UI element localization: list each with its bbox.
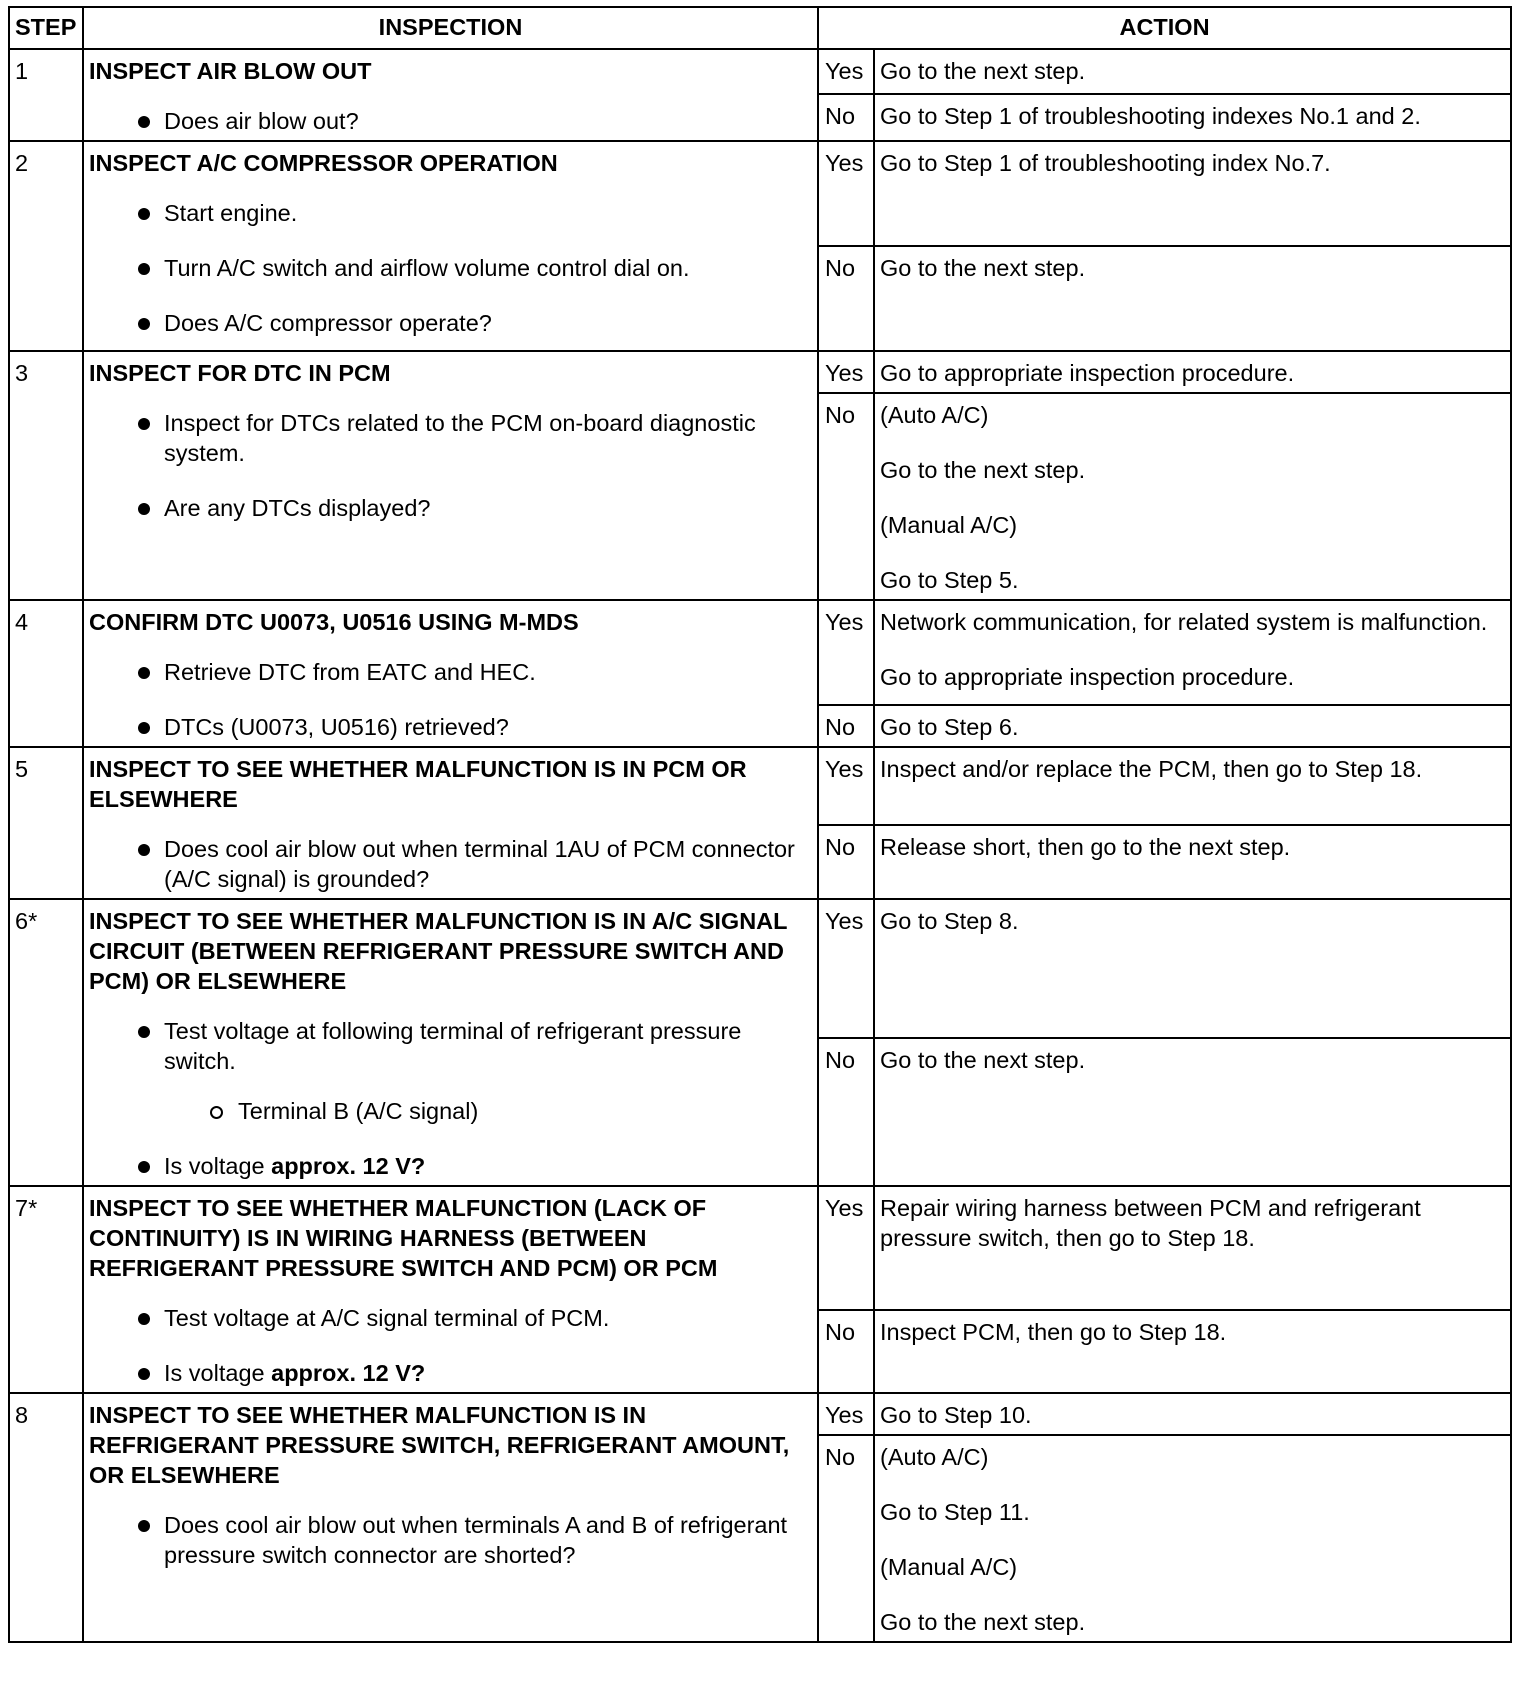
bullet-list bbox=[89, 1016, 812, 1181]
action-column-header: ACTION bbox=[818, 7, 1511, 49]
action-text: Inspect PCM, then go to Step 18. bbox=[880, 1319, 1227, 1345]
no-action bbox=[874, 1435, 1511, 1642]
step-column-header: STEP bbox=[9, 7, 83, 49]
sub-bullet-list bbox=[164, 1096, 812, 1126]
voltage-question: Is voltage bbox=[164, 1360, 272, 1386]
action-text: Go to appropriate inspection procedure. bbox=[880, 664, 1295, 690]
table-row bbox=[9, 141, 1511, 246]
table-row bbox=[9, 747, 1511, 825]
no-action bbox=[874, 705, 1511, 747]
action-text: Inspect and/or replace the PCM, then go to Step 18. bbox=[880, 756, 1423, 782]
voltage-value: approx. 12 V? bbox=[271, 1360, 426, 1386]
table-header-row bbox=[9, 7, 1511, 49]
step-number: 2 bbox=[9, 141, 83, 351]
action-text: (Manual A/C) bbox=[880, 512, 1018, 538]
table-row bbox=[9, 351, 1511, 393]
bullet-item bbox=[164, 1016, 812, 1126]
yes-label: Yes bbox=[818, 1186, 874, 1310]
bullet-item: Does cool air blow out when terminal 1AU of PCM connector (A/C signal) is grounded? bbox=[164, 834, 812, 894]
action-text: Go to Step 11. bbox=[880, 1499, 1030, 1525]
inspection-title: CONFIRM DTC U0073, U0516 USING M-MDS bbox=[89, 609, 579, 635]
inspection-title: INSPECT TO SEE WHETHER MALFUNCTION IS IN REFRIGERANT PRESSURE SWITCH, REFRIGERANT AMOUNT, OR ELSEWHERE bbox=[89, 1402, 790, 1488]
yes-label: Yes bbox=[818, 747, 874, 825]
inspection-title: INSPECT A/C COMPRESSOR OPERATION bbox=[89, 150, 558, 176]
bullet-list bbox=[89, 1510, 812, 1570]
bullet-item: Are any DTCs displayed? bbox=[164, 493, 812, 523]
troubleshooting-document bbox=[8, 6, 1512, 1643]
action-text: (Auto A/C) bbox=[880, 1444, 989, 1470]
bullet-list bbox=[89, 657, 812, 742]
yes-action bbox=[874, 600, 1511, 705]
table-row bbox=[9, 899, 1511, 1038]
yes-action bbox=[874, 351, 1511, 393]
action-text: Network communication, for related system is malfunction. bbox=[880, 609, 1488, 635]
bullet-item: Does A/C compressor operate? bbox=[164, 308, 812, 338]
inspection-title: INSPECT TO SEE WHETHER MALFUNCTION IS IN A/C SIGNAL CIRCUIT (BETWEEN REFRIGERANT PRESSURE SWITCH AND PCM) OR ELSEWHERE bbox=[89, 908, 788, 994]
yes-label: Yes bbox=[818, 351, 874, 393]
yes-action bbox=[874, 1186, 1511, 1310]
bullet-item: Inspect for DTCs related to the PCM on-board diagnostic system. bbox=[164, 408, 812, 468]
yes-label: Yes bbox=[818, 899, 874, 1038]
yes-action bbox=[874, 747, 1511, 825]
no-label: No bbox=[818, 1310, 874, 1393]
action-text: (Manual A/C) bbox=[880, 1554, 1018, 1580]
bullet-item: Test voltage at A/C signal terminal of PCM. bbox=[164, 1303, 812, 1333]
action-text: Go to the next step. bbox=[880, 1047, 1086, 1073]
yes-action bbox=[874, 899, 1511, 1038]
bullet-item: Start engine. bbox=[164, 198, 812, 228]
inspection-cell bbox=[83, 141, 818, 351]
inspection-cell bbox=[83, 1186, 818, 1393]
bullet-item: DTCs (U0073, U0516) retrieved? bbox=[164, 712, 812, 742]
action-text: Repair wiring harness between PCM and refrigerant pressure switch, then go to Step 18. bbox=[880, 1195, 1421, 1251]
action-text: Go to the next step. bbox=[880, 58, 1086, 84]
action-text: Go to the next step. bbox=[880, 255, 1086, 281]
bullet-item: Retrieve DTC from EATC and HEC. bbox=[164, 657, 812, 687]
step-number: 6* bbox=[9, 899, 83, 1186]
no-action bbox=[874, 1038, 1511, 1186]
no-label: No bbox=[818, 705, 874, 747]
inspection-cell bbox=[83, 351, 818, 600]
action-text: Go to Step 1 of troubleshooting indexes No.1 and 2. bbox=[880, 102, 1421, 129]
table-row bbox=[9, 1186, 1511, 1310]
step-number: 3 bbox=[9, 351, 83, 600]
bullet-item bbox=[164, 1358, 812, 1388]
yes-action bbox=[874, 49, 1511, 94]
table-body bbox=[9, 49, 1511, 1642]
yes-action bbox=[874, 1393, 1511, 1435]
inspection-title: INSPECT AIR BLOW OUT bbox=[89, 58, 372, 84]
bullet-item: Turn A/C switch and airflow volume control dial on. bbox=[164, 253, 812, 283]
yes-label: Yes bbox=[818, 49, 874, 94]
step-number: 7* bbox=[9, 1186, 83, 1393]
action-text: Go to Step 5. bbox=[880, 567, 1019, 593]
yes-label: Yes bbox=[818, 1393, 874, 1435]
inspection-title: INSPECT TO SEE WHETHER MALFUNCTION IS IN PCM OR ELSEWHERE bbox=[89, 756, 747, 812]
no-action bbox=[874, 246, 1511, 351]
no-label: No bbox=[818, 1435, 874, 1642]
inspection-cell bbox=[83, 49, 818, 141]
yes-action bbox=[874, 141, 1511, 246]
voltage-question: Is voltage bbox=[164, 1153, 272, 1179]
no-action bbox=[874, 94, 1511, 141]
sub-bullet-item: Terminal B (A/C signal) bbox=[238, 1096, 812, 1126]
action-text: Go to Step 8. bbox=[880, 908, 1019, 934]
action-text: Go to Step 6. bbox=[880, 714, 1019, 740]
bullet-list bbox=[89, 198, 812, 338]
bullet-item: Does cool air blow out when terminals A and B of refrigerant pressure switch connector are shorted? bbox=[164, 1510, 812, 1570]
action-text: (Auto A/C) bbox=[880, 402, 989, 428]
inspection-cell bbox=[83, 899, 818, 1186]
step-number: 5 bbox=[9, 747, 83, 899]
troubleshooting-table bbox=[8, 6, 1512, 1643]
bullet-list bbox=[89, 1303, 812, 1388]
no-label: No bbox=[818, 246, 874, 351]
no-label: No bbox=[818, 393, 874, 600]
yes-label: Yes bbox=[818, 141, 874, 246]
action-text: Release short, then go to the next step. bbox=[880, 834, 1291, 860]
inspection-cell bbox=[83, 600, 818, 747]
table-row bbox=[9, 49, 1511, 94]
step-number: 4 bbox=[9, 600, 83, 747]
step-number: 8 bbox=[9, 1393, 83, 1642]
bullet-item: Does air blow out? bbox=[164, 106, 812, 136]
step-number: 1 bbox=[9, 49, 83, 141]
table-row bbox=[9, 1393, 1511, 1435]
inspection-column-header: INSPECTION bbox=[83, 7, 818, 49]
no-action bbox=[874, 393, 1511, 600]
inspection-title: INSPECT FOR DTC IN PCM bbox=[89, 360, 391, 386]
action-text: Go to appropriate inspection procedure. bbox=[880, 360, 1295, 386]
bullet-list bbox=[89, 106, 812, 136]
inspection-cell bbox=[83, 1393, 818, 1642]
action-text: Go to Step 1 of troubleshooting index No.7. bbox=[880, 150, 1331, 176]
no-label: No bbox=[818, 1038, 874, 1186]
action-text: Go to the next step. bbox=[880, 1609, 1086, 1635]
inspection-cell bbox=[83, 747, 818, 899]
table-row bbox=[9, 600, 1511, 705]
action-text: Go to the next step. bbox=[880, 457, 1086, 483]
action-text: Go to Step 10. bbox=[880, 1402, 1032, 1428]
yes-label: Yes bbox=[818, 600, 874, 705]
inspection-title: INSPECT TO SEE WHETHER MALFUNCTION (LACK OF CONTINUITY) IS IN WIRING HARNESS (BETWEEN REFRIGERANT PRESSURE SWITCH AND PCM) OR PCM bbox=[89, 1195, 718, 1281]
bullet-list bbox=[89, 408, 812, 523]
no-action bbox=[874, 1310, 1511, 1393]
voltage-value: approx. 12 V? bbox=[271, 1153, 426, 1179]
no-label: No bbox=[818, 825, 874, 899]
bullet-list bbox=[89, 834, 812, 894]
bullet-text: Test voltage at following terminal of refrigerant pressure switch. bbox=[164, 1018, 742, 1074]
no-action bbox=[874, 825, 1511, 899]
bullet-item bbox=[164, 1151, 812, 1181]
no-label: No bbox=[818, 94, 874, 141]
